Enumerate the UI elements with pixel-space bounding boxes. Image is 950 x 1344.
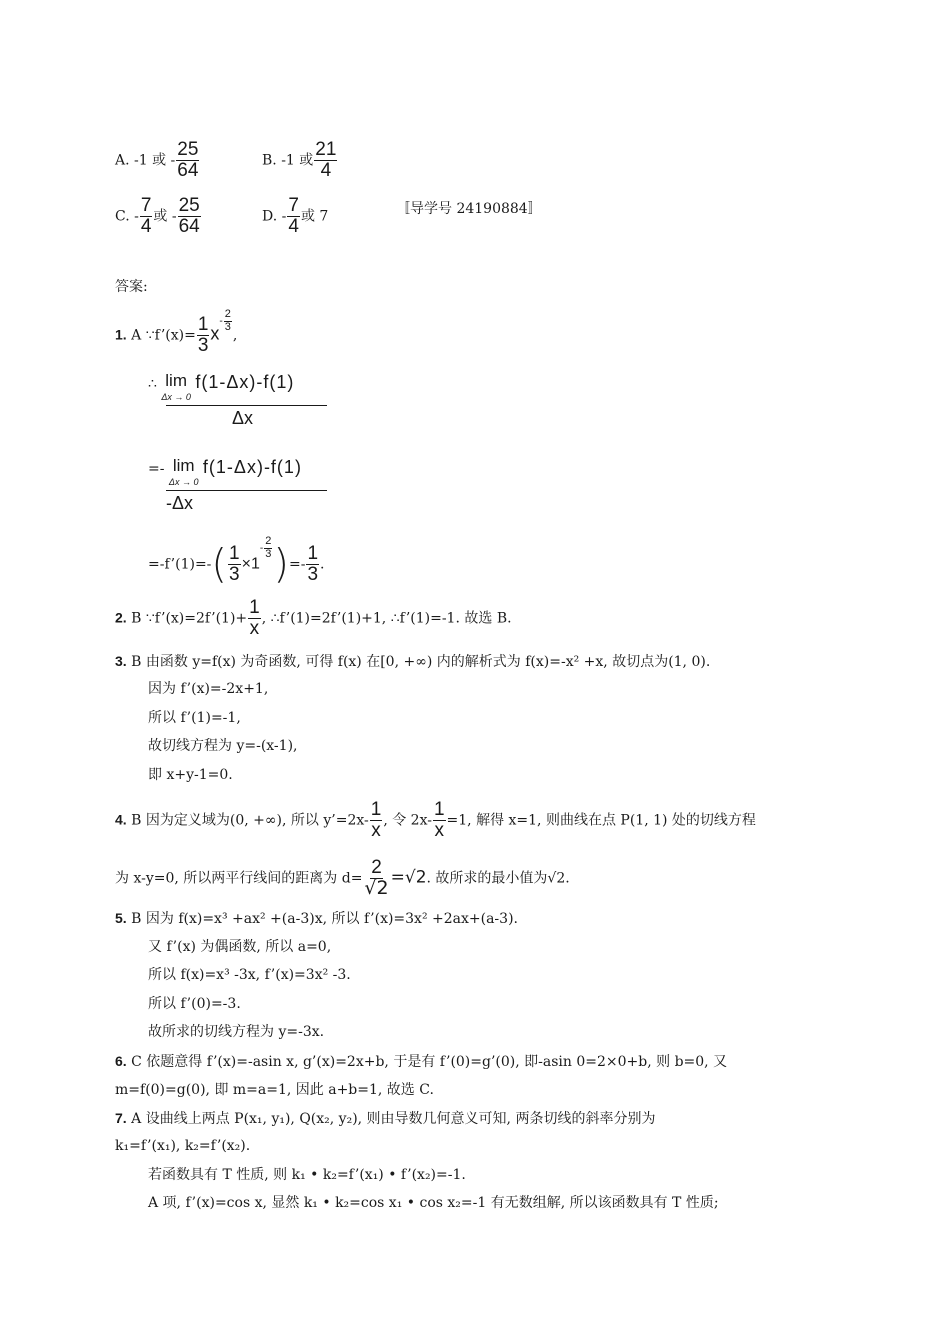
- answer-2-fraction: [248, 598, 261, 639]
- frac-denominator: 4: [288, 215, 299, 237]
- limit-expression-1: [148, 372, 294, 403]
- answer-2: [115, 598, 512, 639]
- frac-denominator: 64: [178, 215, 200, 237]
- option-d-text: D. -: [262, 208, 287, 225]
- lim-label: lim: [165, 371, 187, 390]
- limit-numerator: f(1-Δx)-f(1): [202, 457, 302, 477]
- frac-denominator: x: [434, 819, 444, 841]
- therefore-symbol: ∴: [148, 376, 157, 392]
- answer-7-line-2: k₁=f’(x₁), k₂=f’(x₂).: [115, 1138, 251, 1154]
- answer-4-conclusion: . 故所求的最小值为√2.: [426, 870, 570, 887]
- answer-number: 2.: [115, 609, 127, 626]
- answer-3-line-4: 故切线方程为 y=-(x-1),: [148, 738, 298, 754]
- option-d: [262, 196, 328, 237]
- answer-4-line-2: [115, 858, 570, 899]
- option-d-tail: 或 7: [300, 208, 329, 225]
- answer-1-text: A ∵f’(x)=: [131, 327, 196, 344]
- frac-denominator: 64: [177, 159, 199, 181]
- left-paren: (: [211, 541, 228, 588]
- limit-numerator: f(1-Δx)-f(1): [195, 372, 295, 392]
- frac-numerator: 1: [229, 543, 240, 564]
- limit-expression-2: [148, 457, 302, 488]
- equals-root-two: =√2: [390, 867, 427, 888]
- option-a: [115, 140, 200, 181]
- answer-4-line-1: [115, 800, 756, 841]
- answer-4-text: B 因为定义域为(0, +∞), 所以 y’=2x-: [131, 812, 369, 829]
- answer-5-line-2: 又 f’(x) 为偶函数, 所以 a=0,: [148, 939, 332, 955]
- frac-denominator: 4: [320, 159, 332, 181]
- frac-numerator: 1: [249, 597, 260, 618]
- option-c-mid: 或 -: [153, 208, 177, 225]
- times-one: ×1: [241, 555, 260, 573]
- frac-numerator: 21: [315, 139, 337, 160]
- answer-5-line-4: 所以 f’(0)=-3.: [148, 996, 241, 1012]
- option-c-text: C. -: [115, 208, 139, 225]
- frac-denominator: 3: [265, 547, 272, 560]
- lim-label: lim: [172, 456, 195, 475]
- answer-1-fraction: [197, 315, 210, 356]
- frac-denominator: 3: [224, 320, 231, 333]
- exponent: [259, 535, 274, 560]
- answer-1-line-1: [115, 308, 238, 356]
- answer-4-distance-text: 为 x-y=0, 所以两平行线间的距离为 d=: [115, 870, 363, 887]
- answer-6-line-2: m=f(0)=g(0), 即 m=a=1, 因此 a+b=1, 故选 C.: [115, 1082, 434, 1098]
- limit-operator: [169, 457, 199, 488]
- option-c: [115, 196, 202, 237]
- frac-denominator: 3: [197, 334, 209, 356]
- frac-numerator: 2: [265, 535, 272, 548]
- period: .: [320, 556, 325, 573]
- option-d-fraction: [287, 196, 300, 237]
- distance-fraction: [363, 858, 389, 899]
- answer-4-fraction-1: [370, 800, 383, 841]
- frac-denominator: x: [371, 819, 381, 841]
- option-a-fraction: [176, 140, 199, 181]
- variable-x: x: [210, 323, 220, 344]
- answer-3-line-3: 所以 f’(1)=-1,: [148, 710, 241, 726]
- answers-label: 答案:: [115, 279, 148, 295]
- answer-4-text-end: =1, 解得 x=1, 则曲线在点 P(1, 1) 处的切线方程: [446, 812, 756, 829]
- answer-1-result: [148, 535, 325, 588]
- frac-denominator: √2: [364, 876, 389, 899]
- frac-numerator: 1: [307, 543, 319, 564]
- result-fraction: [228, 544, 241, 585]
- fraction-bar: [166, 405, 327, 406]
- frac-denominator: 3: [307, 563, 319, 585]
- answer-2-text-end: , ∴f’(1)=2f’(1)+1, ∴f’(1)=-1. 故选 B.: [261, 610, 512, 627]
- answer-number: 1.: [115, 326, 127, 343]
- option-b-text: B. -1 或: [262, 152, 314, 169]
- option-b: [262, 140, 338, 181]
- result-fraction-2: [306, 544, 319, 585]
- answer-number: 3.: [115, 653, 127, 669]
- lim-subscript: Δx → 0: [168, 477, 199, 487]
- option-a-text: A. -1 或 -: [115, 152, 176, 169]
- answer-7-line-4: A 项, f’(x)=cos x, 显然 k₁ • k₂=cos x₁ • cos x₂=-1 有无数组解, 所以该函数具有 T 性质;: [148, 1195, 719, 1211]
- answer-3-text: B 由函数 y=f(x) 为奇函数, 可得 f(x) 在[0, +∞) 内的解析式为 f(x)=-x² +x, 故切点为(1, 0).: [131, 654, 711, 670]
- answer-4-fraction-2: [433, 800, 446, 841]
- frac-numerator: 25: [177, 139, 199, 160]
- frac-numerator: 1: [433, 799, 445, 820]
- answer-3-line-5: 即 x+y-1=0.: [148, 767, 233, 783]
- frac-numerator: 2: [224, 308, 231, 321]
- guide-number: 〚导学号 24190884〛: [396, 201, 542, 217]
- frac-numerator: 7: [288, 195, 299, 216]
- frac-denominator: x: [249, 617, 260, 639]
- option-c-fraction-2: [178, 196, 201, 237]
- answer-4-mid: , 令 2x-: [383, 812, 432, 829]
- equals-minus: =-: [148, 461, 165, 477]
- frac-denominator: 4: [140, 215, 152, 237]
- frac-numerator: 7: [140, 195, 152, 216]
- answer-2-text: B ∵f’(x)=2f’(1)+: [131, 610, 248, 627]
- frac-numerator: 1: [370, 799, 382, 820]
- exponent-sign: -: [259, 542, 264, 554]
- option-c-fraction-1: [140, 196, 153, 237]
- comma: ,: [232, 327, 238, 344]
- answer-3-line-1: [115, 651, 710, 672]
- answer-number: 6.: [115, 1053, 127, 1069]
- answer-3-line-2: 因为 f’(x)=-2x+1,: [148, 681, 269, 697]
- answer-5-line-3: 所以 f(x)=x³ -3x, f’(x)=3x² -3.: [148, 967, 351, 983]
- frac-numerator: 2: [371, 857, 382, 878]
- right-paren: ): [273, 541, 289, 588]
- answer-5-line-5: 故所求的切线方程为 y=-3x.: [148, 1024, 325, 1040]
- answer-number: 7.: [115, 1110, 127, 1126]
- limit-denominator-2: -Δx: [166, 493, 194, 513]
- frac-numerator: 25: [178, 195, 200, 216]
- answer-6-line-1: [115, 1051, 727, 1072]
- limit-operator: [161, 372, 191, 403]
- answer-6-text: C 依题意得 f’(x)=-asin x, g’(x)=2x+b, 于是有 f’(0)=g’(0), 即-asin 0=2×0+b, 则 b=0, 又: [131, 1054, 728, 1070]
- exponent-fraction: [224, 309, 232, 333]
- answer-number: 5.: [115, 910, 127, 926]
- answer-7-line-3: 若函数具有 T 性质, 则 k₁ • k₂=f’(x₁) • f’(x₂)=-1.: [148, 1167, 466, 1183]
- answer-5-text: B 因为 f(x)=x³ +ax² +(a-3)x, 所以 f’(x)=3x² +2ax+(a-3).: [131, 911, 518, 927]
- answer-5-line-1: [115, 908, 518, 929]
- result-prefix: =-f’(1)=-: [148, 556, 212, 573]
- equals-minus: =-: [288, 556, 306, 573]
- limit-denominator-1: Δx: [232, 408, 254, 428]
- exponent-fraction: [264, 536, 272, 560]
- lim-subscript: Δx → 0: [161, 392, 191, 402]
- answer-7-line-1: [115, 1108, 655, 1129]
- exponent-sign: -: [219, 315, 223, 327]
- exponent: [219, 308, 233, 333]
- fraction-bar: [166, 490, 327, 491]
- frac-denominator: 3: [229, 563, 240, 585]
- answer-number: 4.: [115, 811, 127, 828]
- frac-numerator: 1: [197, 314, 209, 335]
- answer-7-text: A 设曲线上两点 P(x₁, y₁), Q(x₂, y₂), 则由导数几何意义可知, 两条切线的斜率分别为: [131, 1111, 656, 1127]
- option-b-fraction: [314, 140, 337, 181]
